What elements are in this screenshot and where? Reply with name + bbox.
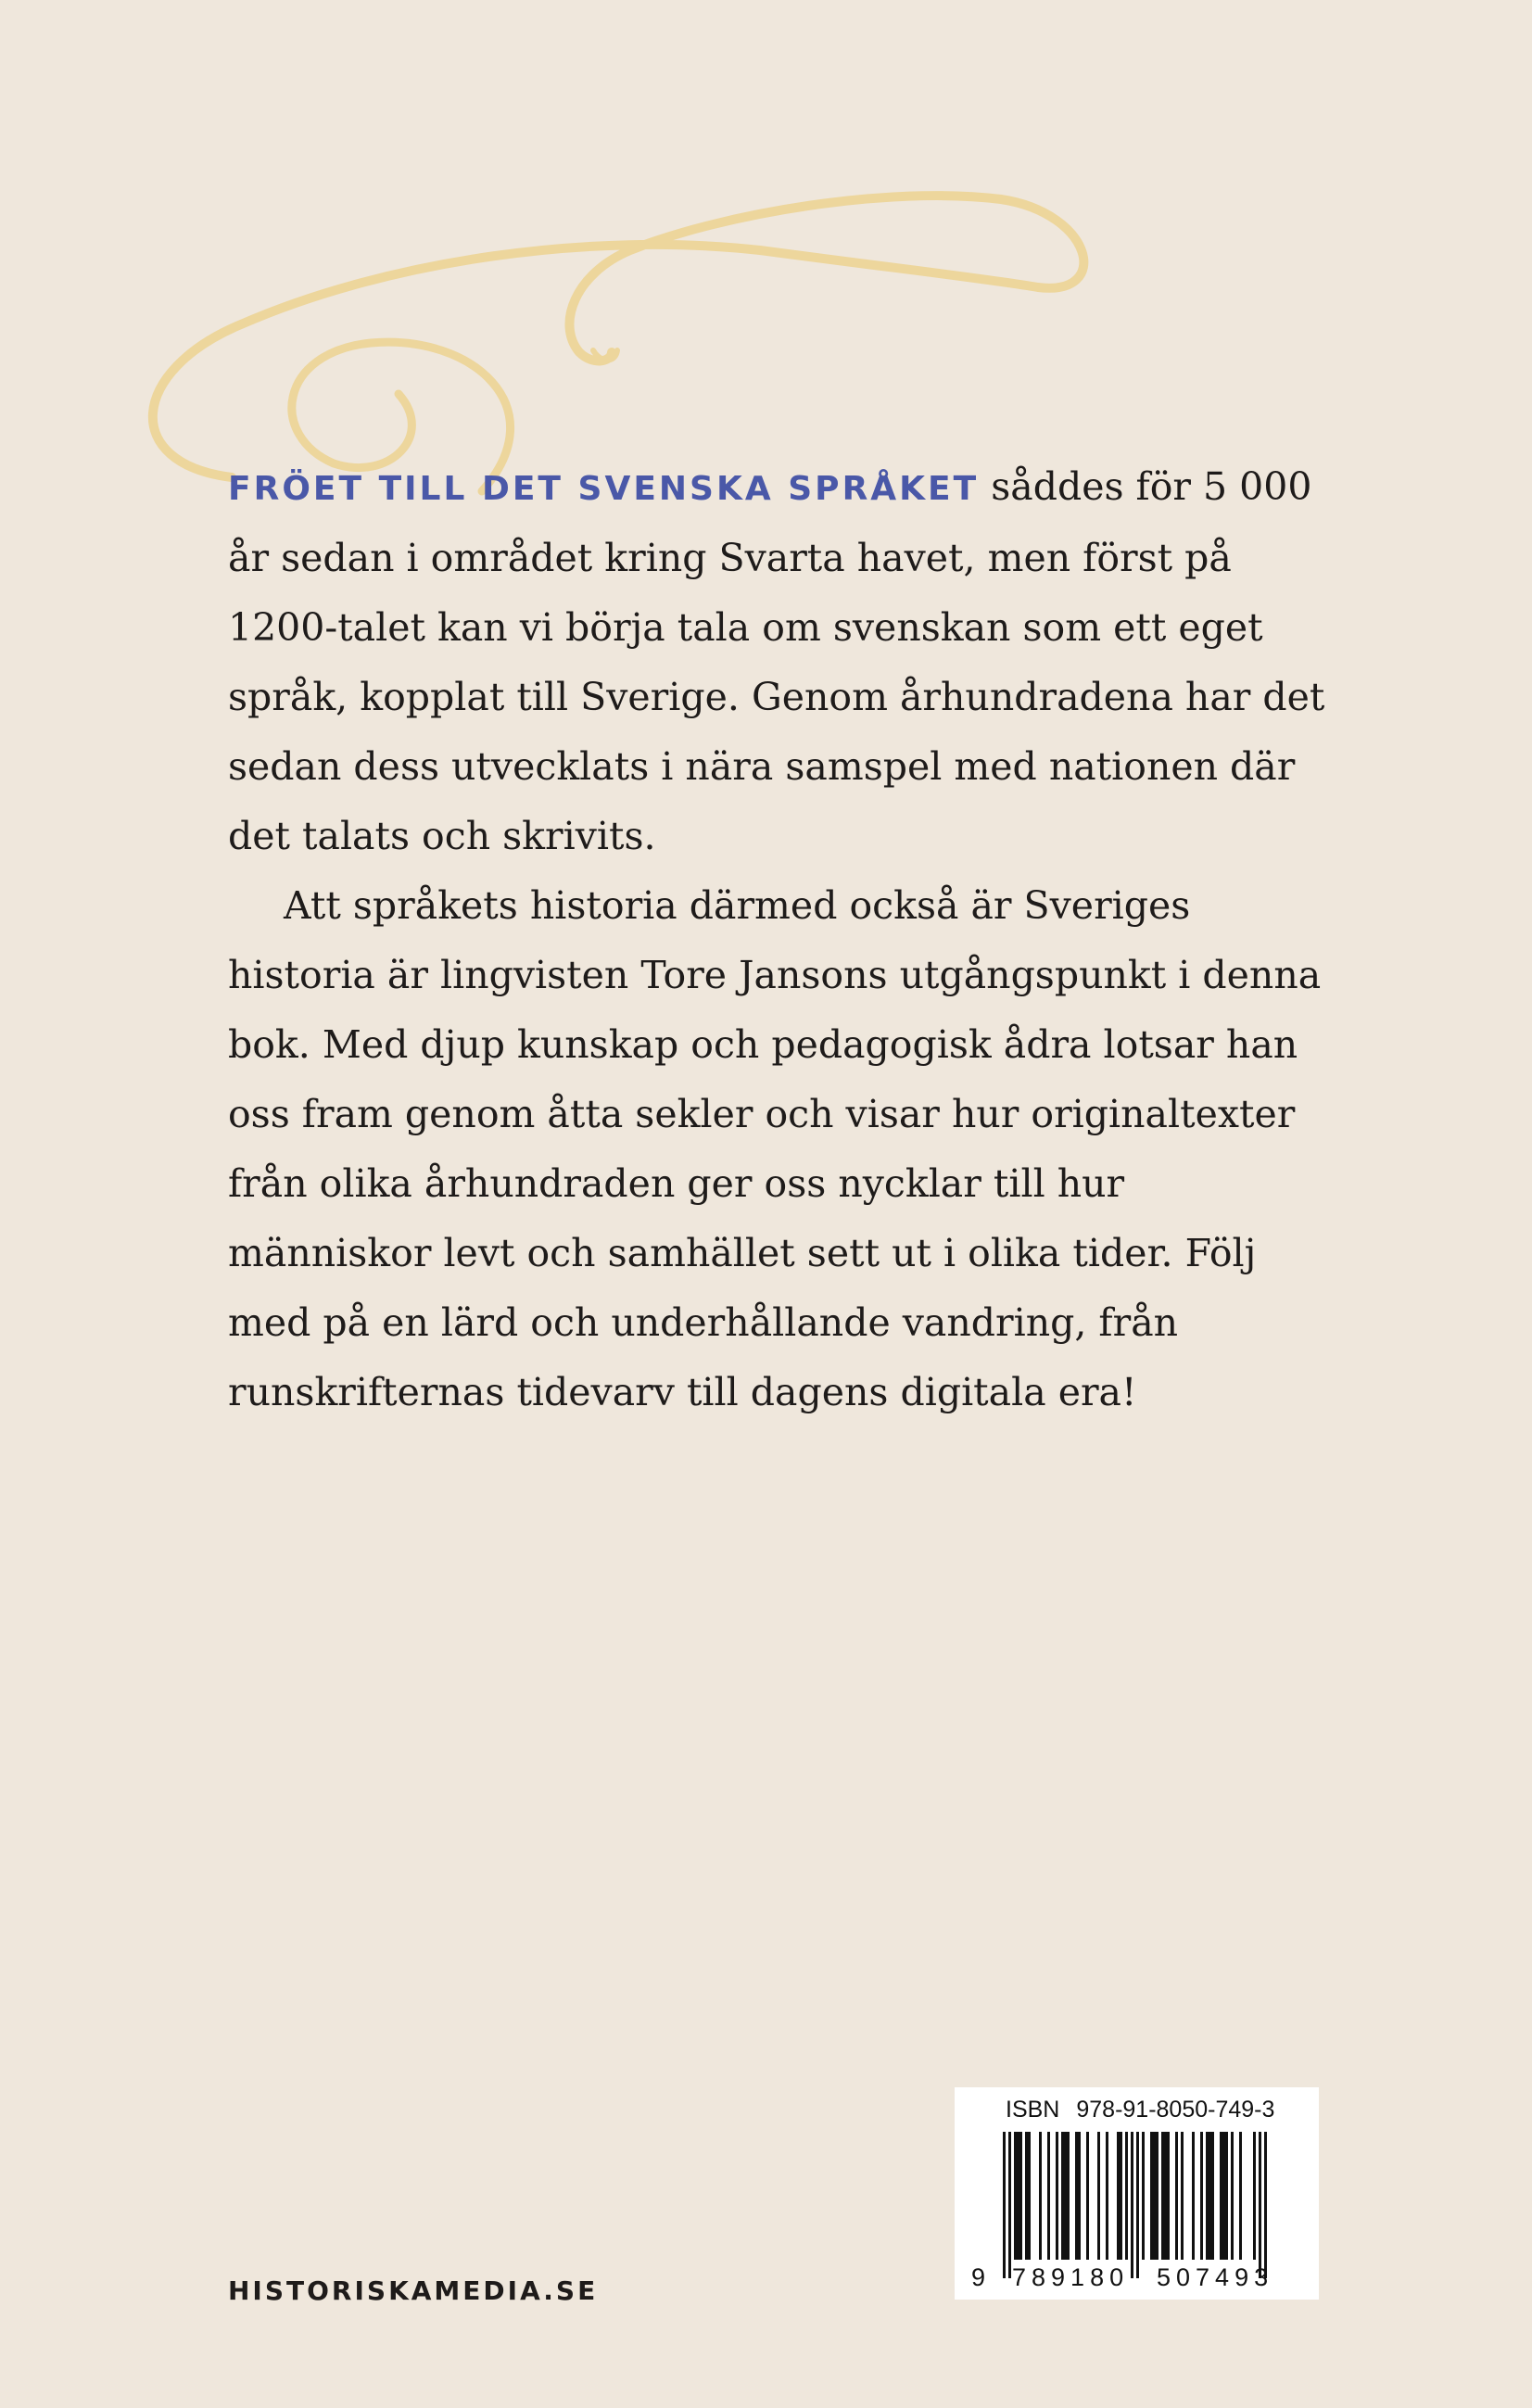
barcode-bar: [1097, 2132, 1100, 2260]
barcode-bar: [1061, 2132, 1064, 2260]
barcode-bar: [1125, 2132, 1128, 2260]
barcode-bar: [1131, 2132, 1133, 2278]
barcode-bar: [1231, 2132, 1234, 2260]
barcode-bar: [1086, 2132, 1089, 2260]
barcode-bar: [1014, 2132, 1017, 2260]
barcode-bar: [1019, 2132, 1022, 2260]
barcode-bar: [1161, 2132, 1164, 2260]
barcode-bar: [1206, 2132, 1209, 2260]
barcode-bar: [1039, 2132, 1042, 2260]
back-cover-blurb: [228, 452, 1331, 1427]
blurb-paragraph-2: Att språkets historia därmed också är Sveriges historia är lingvisten Tore Jansons utgångspunkt i denna bok. Med djup kunskap och pedagogisk ådra lotsar han oss fram genom åtta sekler och visar hur originaltexter från olika århundraden ger oss nycklar till hur människor levt och samhället sett ut i olika tider. Följ med på en lärd och underhållande vandring, från runskrifternas tidevarv till dagens digitala era!: [228, 883, 1322, 1414]
barcode-bar: [1028, 2132, 1031, 2260]
ean-left-digits: 789180: [1012, 2263, 1130, 2291]
isbn-barcode: [955, 2087, 1319, 2300]
barcode-bar: [1142, 2132, 1145, 2260]
barcode-bar: [1222, 2132, 1225, 2260]
publisher-website[interactable]: HISTORISKAMEDIA.SE: [228, 2275, 599, 2306]
barcode-bar: [1253, 2132, 1256, 2260]
barcode-bar: [1239, 2132, 1242, 2260]
barcode-bar: [1164, 2132, 1167, 2260]
barcode-bar: [1067, 2132, 1070, 2260]
barcode-bar: [1225, 2132, 1228, 2260]
barcode-bar: [1064, 2132, 1067, 2260]
barcode-bar: [1211, 2132, 1214, 2260]
blurb-paragraph-1-text: såddes för 5 000 år sedan i området kring Svarta havet, men först på 1200-talet kan vi börja tala om svenskan som ett eget språk, kopplat till Sverige. Genom århundradena har det sedan dess utvecklats i nära samspel med nationen där det talats och skrivits.: [228, 464, 1325, 858]
barcode-bar: [1153, 2132, 1156, 2260]
barcode-bar: [1047, 2132, 1050, 2260]
barcode-bar: [1259, 2132, 1261, 2278]
barcode-bar: [1078, 2132, 1081, 2260]
blurb-paragraph-1: [228, 452, 1331, 871]
barcode-bar: [1017, 2132, 1019, 2260]
barcode-bar: [1167, 2132, 1170, 2260]
ean-first-digit: 9: [971, 2263, 986, 2291]
barcode-bar: [1075, 2132, 1078, 2260]
barcode-bar: [1120, 2132, 1122, 2260]
barcode-bar: [1181, 2132, 1184, 2260]
barcode-bar: [1156, 2132, 1158, 2260]
barcode-bar: [1220, 2132, 1222, 2260]
barcode-bar: [1003, 2132, 1006, 2278]
isbn-number: 978-91-8050-749-3: [1076, 2097, 1275, 2123]
barcode-bar: [1008, 2132, 1011, 2278]
barcode-bar: [1025, 2132, 1028, 2260]
barcode-bar: [1192, 2132, 1195, 2260]
blurb-lead-heading: FRÖET TILL DET SVENSKA SPRÅKET: [228, 470, 980, 508]
barcode-bar: [1209, 2132, 1211, 2260]
barcode-bar: [1150, 2132, 1153, 2260]
barcode-bar: [1264, 2132, 1267, 2278]
barcode-bar: [1136, 2132, 1139, 2278]
barcode-bar: [1056, 2132, 1058, 2260]
barcode-bar: [1175, 2132, 1178, 2260]
ean-right-digits: 507493: [1157, 2263, 1274, 2291]
isbn-prefix: ISBN: [1006, 2097, 1060, 2123]
barcode-bar: [1200, 2132, 1203, 2260]
barcode-bar: [1106, 2132, 1108, 2260]
barcode-bar: [1117, 2132, 1120, 2260]
